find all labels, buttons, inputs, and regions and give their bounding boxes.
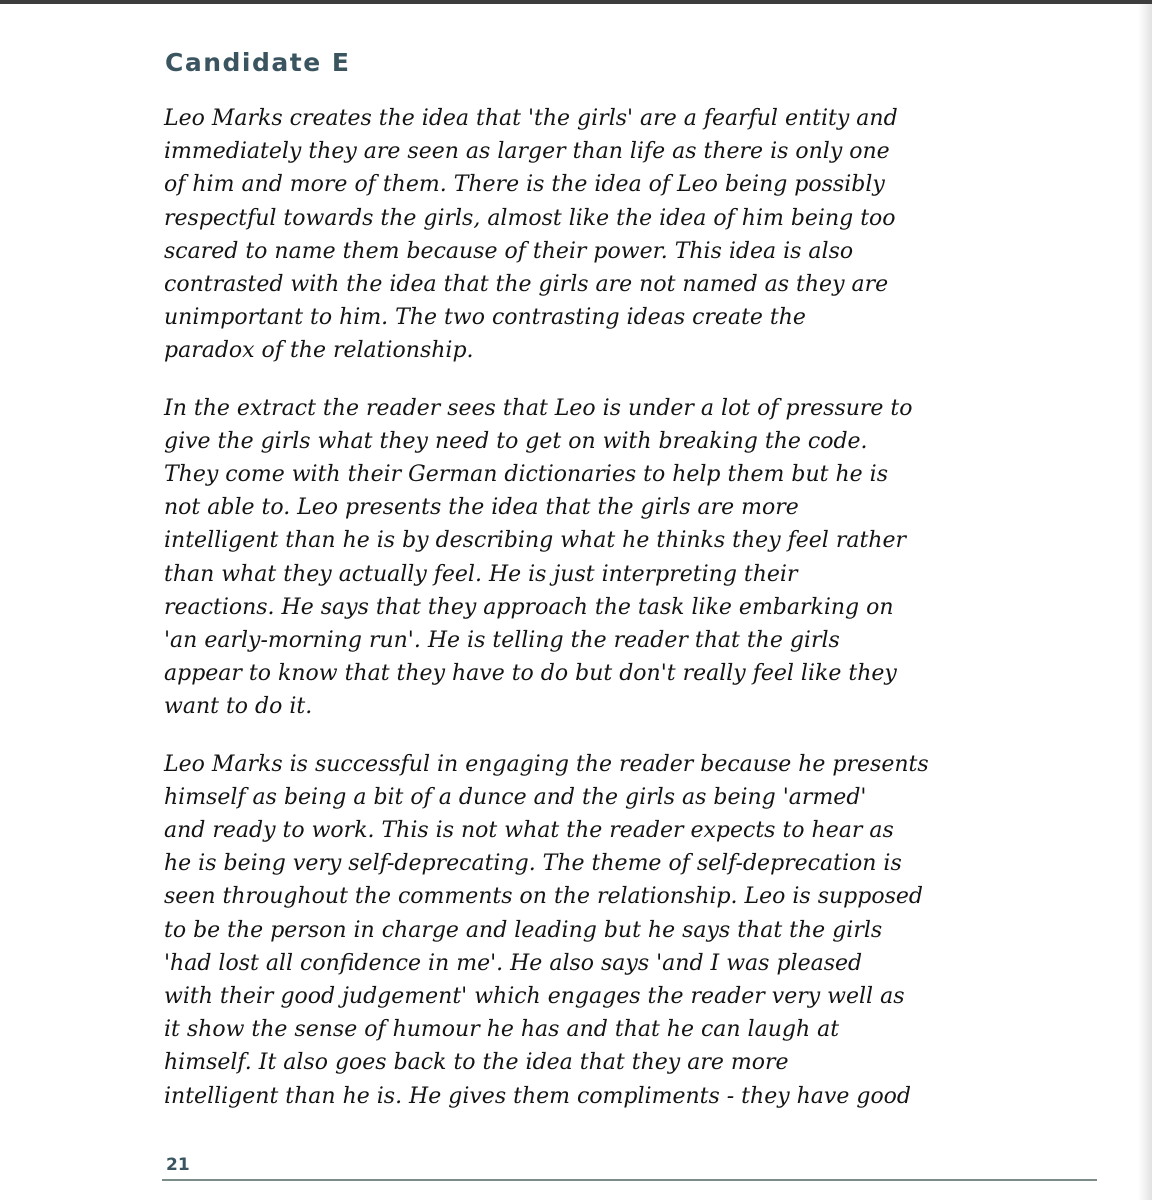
page-heading: Candidate E xyxy=(165,48,351,77)
page-edge-shadow xyxy=(1138,4,1152,1200)
essay-paragraph-3: Leo Marks is successful in engaging the reader because he presents himself as being a bit of a dunce and the girls as being 'armed' and ready to work. This is not what the reader expects to hear as he is being very self-deprecating. The theme of self-deprecation is seen throughout the comments on the relationship. Leo is supposed to be the person in charge and leading but he says that the girls 'had lost all confidence in me'. He also says 'and I was pleased with their good judgement' which engages the reader very well as it show the sense of humour he has and that he can laugh at himself. It also goes back to the idea that they are more intelligent than he is. He gives them compliments - they have good xyxy=(164,751,929,1109)
handwritten-essay xyxy=(164,102,1084,1137)
page-number: 21 xyxy=(166,1155,190,1175)
essay-paragraph-2: In the extract the reader sees that Leo is under a lot of pressure to give the girls what they need to get on with breaking the code. They come with their German dictionaries to help them but he is not able to. Leo presents the idea that the girls are more intelligent than he is by describing what he thinks they feel rather than what they actually feel. He is just interpreting their reactions. He says that they approach the task like embarking on 'an early-morning run'. He is telling the reader that the girls appear to know that they have to do but don't really feel like they want to do it. xyxy=(164,395,913,720)
footer-divider xyxy=(162,1179,1097,1181)
top-border xyxy=(0,0,1152,4)
essay-paragraph-1: Leo Marks creates the idea that 'the girls' are a fearful entity and immediately they are seen as larger than life as there is only one of him and more of them. There is the idea of Leo being possibly respectful towards the girls, almost like the idea of him being too scared to name them because of their power. This idea is also contrasted with the idea that the girls are not named as they are unimportant to him. The two contrasting ideas create the paradox of the relationship. xyxy=(164,106,898,364)
